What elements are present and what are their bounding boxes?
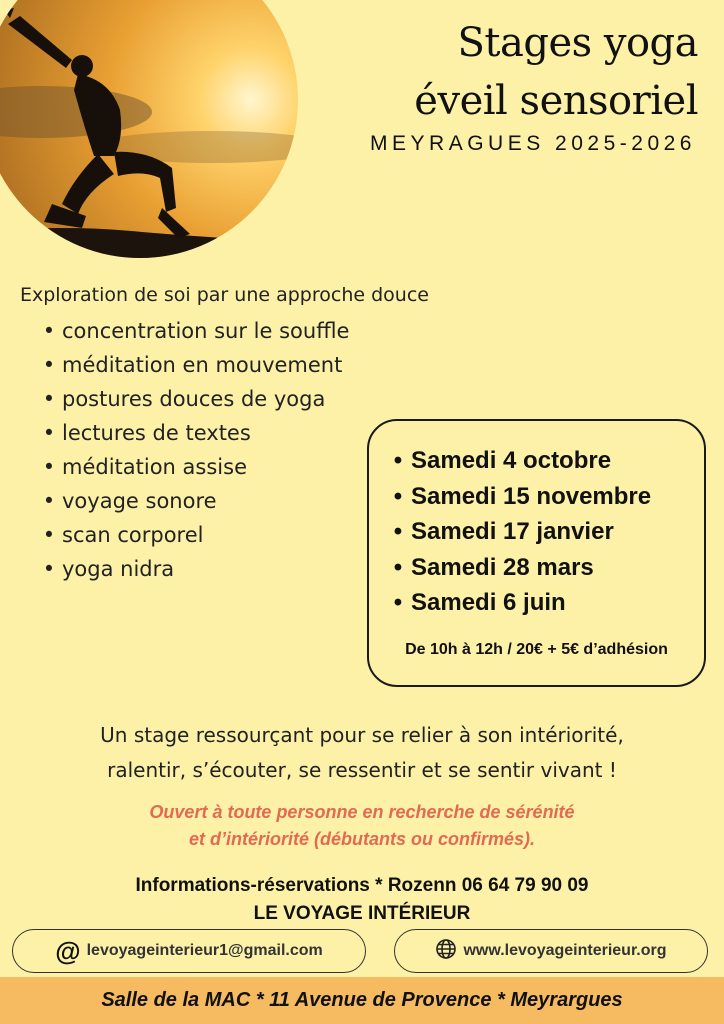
date-item: • Samedi 6 juin [385, 585, 651, 621]
list-item: • lectures de textes [36, 416, 349, 450]
tagline [0, 718, 724, 788]
contact-phone: Informations-réservations * Rozenn 06 64 79 90 09 [135, 875, 589, 896]
globe-icon [435, 938, 457, 965]
schedule-price: De 10h à 12h / 20€ + 5€ d’adhésion [405, 641, 668, 658]
list-item: • scan corporel [36, 518, 349, 552]
date-item: • Samedi 15 novembre [385, 479, 651, 515]
list-item: • méditation en mouvement [36, 348, 349, 382]
title-line-1: Stages yoga [457, 20, 698, 66]
date-item: • Samedi 4 octobre [385, 443, 651, 479]
activities-list [36, 314, 349, 586]
tagline-line-2: ralentir, s’écouter, se ressentir et se sentir vivant ! [107, 758, 617, 782]
list-item: • yoga nidra [36, 552, 349, 586]
contact-info [0, 872, 724, 928]
date-item: • Samedi 28 mars [385, 550, 651, 586]
email-text: levoyageinterieur1@gmail.com [86, 942, 323, 959]
organization-name: LE VOYAGE INTÉRIEUR [253, 903, 471, 924]
date-item: • Samedi 17 janvier [385, 514, 651, 550]
list-item: • concentration sur le souffle [36, 314, 349, 348]
website-link[interactable] [394, 929, 708, 973]
dates-list [385, 443, 651, 621]
audience-line-1: Ouvert à toute personne en recherche de sérénité [149, 802, 575, 822]
list-item: • voyage sonore [36, 484, 349, 518]
page-subtitle: MEYRAGUES 2025-2026 [370, 132, 696, 155]
dates-box [367, 419, 706, 687]
tagline-line-1: Un stage ressourçant pour se relier à son intériorité, [100, 723, 624, 747]
yoga-sunset-photo [0, 0, 298, 258]
website-text: www.levoyageinterieur.org [463, 942, 667, 959]
email-link[interactable] [12, 929, 366, 973]
list-item: • postures douces de yoga [36, 382, 349, 416]
audience-note [0, 799, 724, 853]
page-title [414, 14, 698, 130]
audience-line-2: et d’intériorité (débutants ou confirmés). [188, 829, 536, 849]
title-line-2: éveil sensoriel [414, 78, 698, 124]
at-icon: @ [55, 936, 81, 966]
list-item: • méditation assise [36, 450, 349, 484]
intro-text: Exploration de soi par une approche douce [20, 284, 429, 306]
footer-address: Salle de la MAC * 11 Avenue de Provence * Meyrargues [0, 977, 724, 1024]
